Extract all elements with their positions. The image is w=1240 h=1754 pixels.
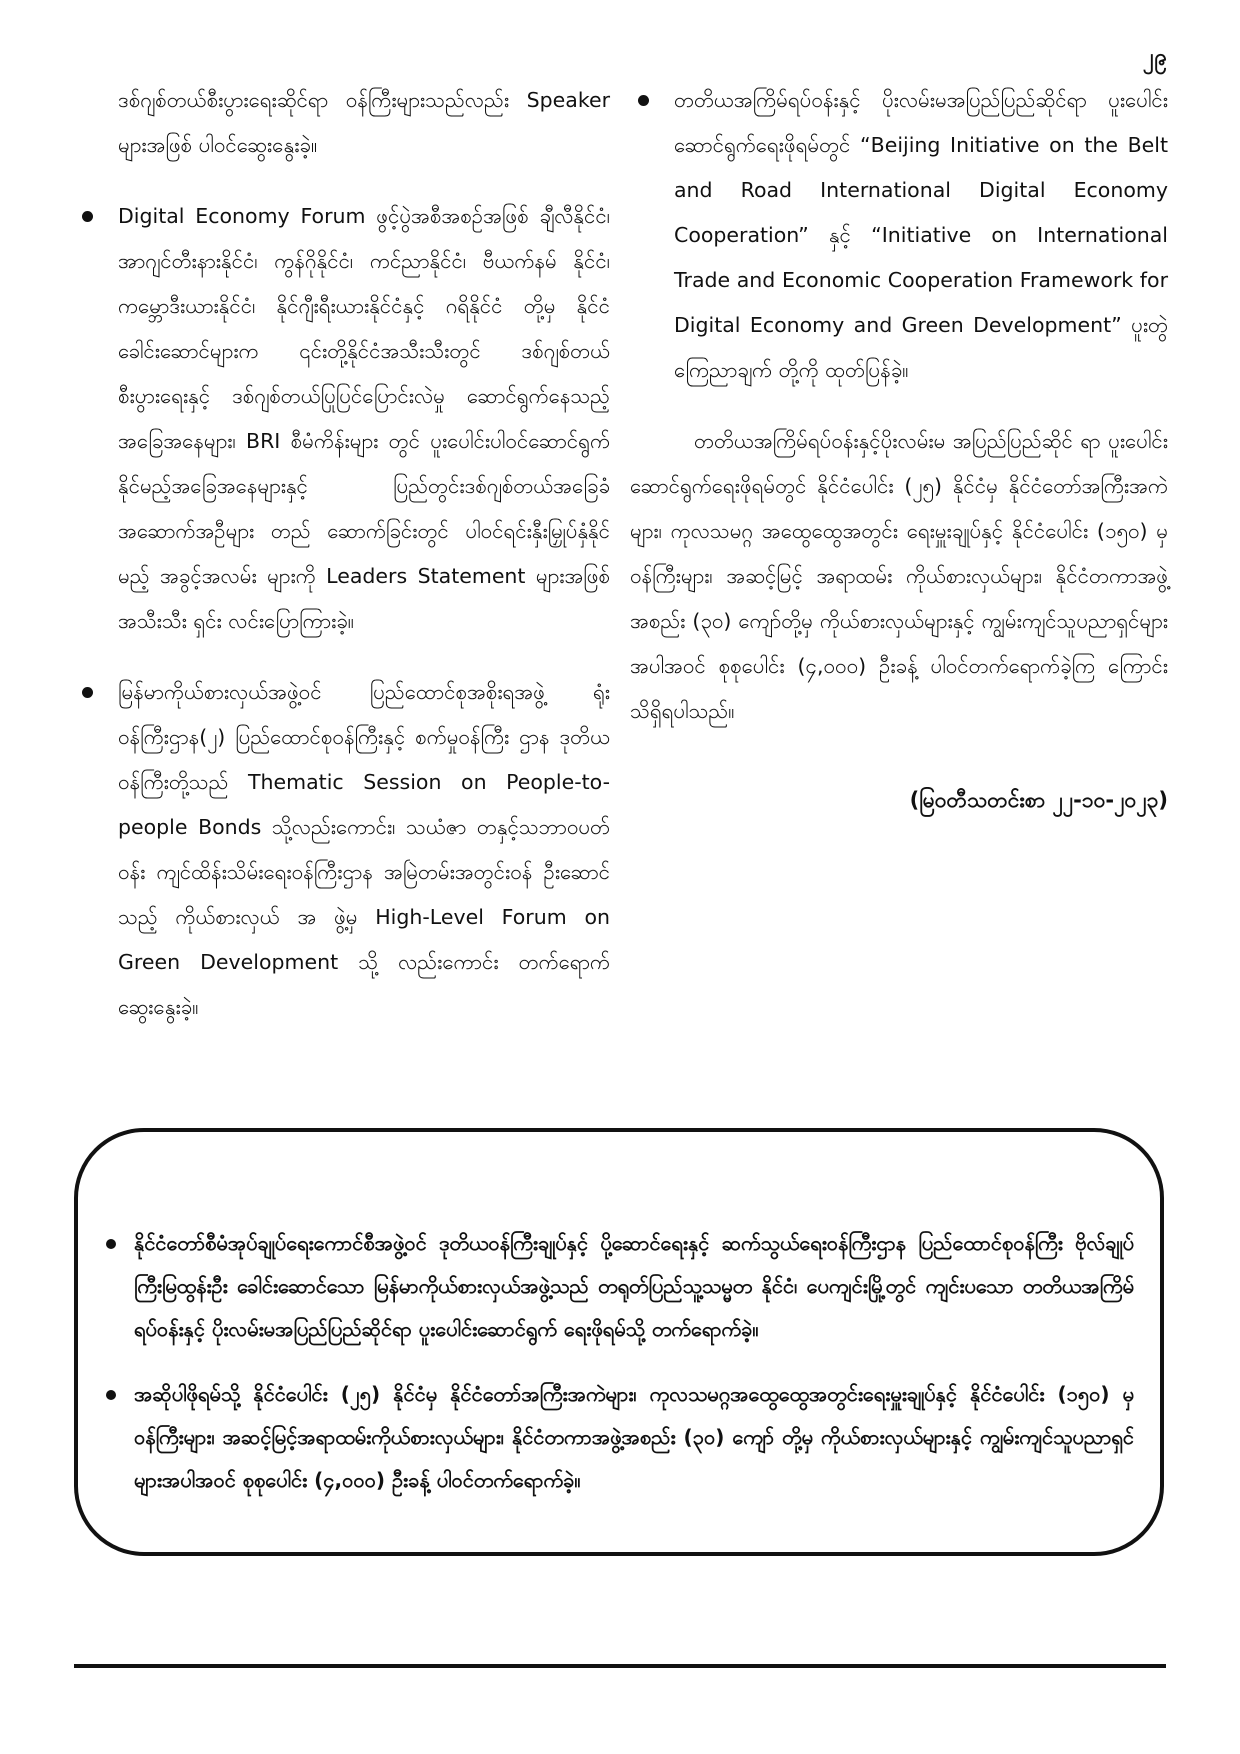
left-bullet-myanmar-delegation: မြန်မာကိုယ်စားလှယ်အဖွဲ့ဝင် ပြည်ထောင်စုအစိုးရအဖွဲ့ ရုံးဝန်ကြီးဌာန(၂) ပြည်ထောင်စုဝန်ကြီးနှင့် စက်မှုဝန်ကြီး ဌာန ဒုတိယဝန်ကြီးတို့သည် Thematic Session on People-to-people Bonds သို့လည်းကောင်း၊ သယံဇာ တနှင့်သဘာဝပတ်ဝန်း ကျင်ထိန်းသိမ်းရေးဝန်ကြီးဌာန အမြဲတမ်းအတွင်းဝန် ဦးဆောင်သည့် ကိုယ်စားလှယ် အ ဖွဲ့မှ High-Level Forum on Green Development သို့ လည်းကောင်း တက်ရောက်ဆွေးနွေးခဲ့။ — [118, 670, 610, 1030]
summary-box-item-delegation: နိုင်ငံတော်စီမံအုပ်ချုပ်ရေးကောင်စီအဖွဲ့ဝင် ဒုတိယဝန်ကြီးချုပ်နှင့် ပို့ဆောင်ရေးနှင့် ဆက်သွယ်ရေးဝန်ကြီးဌာန ပြည်ထောင်စုဝန်ကြီး ဗိုလ်ချုပ်ကြီးမြထွန်းဦး ခေါင်းဆောင်သော မြန်မာကိုယ်စားလှယ်အဖွဲ့သည် တရုတ်ပြည်သူ့သမ္မတ နိုင်ငံ၊ ပေကျင်းမြို့တွင် ကျင်းပသော တတိယအကြိမ်ရပ်ဝန်းနှင့် ပိုးလမ်းမအပြည်ပြည်ဆိုင်ရာ ပူးပေါင်းဆောင်ရွက် ရေးဖိုရမ်သို့ တက်ရောက်ခဲ့။ — [134, 1222, 1134, 1351]
right-column — [630, 78, 1168, 823]
forum-participation-paragraph: တတိယအကြိမ်ရပ်ဝန်းနှင့်ပိုးလမ်းမ အပြည်ပြည်ဆိုင် ရာ ပူးပေါင်းဆောင်ရွက်ရေးဖိုရမ်တွင် နိုင်ငံပေါင်း (၂၅) နိုင်ငံမှ နိုင်ငံတော်အကြီးအကဲများ၊ ကုလသမဂ္ဂ အထွေထွေအတွင်း ရေးမှူးချုပ်နှင့် နိုင်ငံပေါင်း (၁၅၀) မှ ဝန်ကြီးများ၊ အဆင့်မြင့် အရာထမ်း ကိုယ်စားလှယ်များ၊ နိုင်ငံတကာအဖွဲ့အစည်း (၃၀) ကျော်တို့မှ ကိုယ်စားလှယ်များနှင့် ကျွမ်းကျင်သူပညာရှင်များ အပါအဝင် စုစုပေါင်း (၄,၀၀၀) ဦးခန့် ပါဝင်တက်ရောက်ခဲ့ကြ ကြောင်း သိရှိရပါသည်။ — [630, 429, 1168, 723]
right-bullet-beijing-initiative: တတိယအကြိမ်ရပ်ဝန်းနှင့် ပိုးလမ်းမအပြည်ပြည်ဆိုင်ရာ ပူးပေါင်းဆောင်ရွက်ရေးဖိုရမ်တွင် “Beijing Initiative on the Belt and Road International Digital Economy Cooperation” နှင့် “Initiative on International Trade and Economic Cooperation Framework for Digital Economy and Green Development” ပူးတွဲကြေညာချက် တို့ကို ထုတ်ပြန်ခဲ့။ — [674, 78, 1168, 393]
left-column — [118, 78, 610, 1056]
page-number: ၂၉ — [1142, 45, 1168, 70]
left-bullet-digital-economy-forum: Digital Economy Forum ဖွင့်ပွဲအစီအစဉ်အဖြစ် ချီလီနိုင်ငံ၊ အာဂျင်တီးနားနိုင်ငံ၊ ကွန်ဂိုနိုင်ငံ၊ ကင်ညာနိုင်ငံ၊ ဗီယက်နမ် နိုင်ငံ၊ ကမ္ဘောဒီးယားနိုင်ငံ၊ နိုင်ဂျီးရီးယားနိုင်ငံနှင့် ဂရိနိုင်ငံ တို့မှ နိုင်ငံခေါင်းဆောင်များက ၎င်းတို့နိုင်ငံအသီးသီးတွင် ဒစ်ဂျစ်တယ်စီးပွားရေးနှင့် ဒစ်ဂျစ်တယ်ပြုပြင်ပြောင်းလဲမှု ဆောင်ရွက်နေသည့် အခြေအနေများ၊ BRI စီမံကိန်းများ တွင် ပူးပေါင်းပါဝင်ဆောင်ရွက်နိုင်မည့်အခြေအနေများနှင့် ပြည်တွင်းဒစ်ဂျစ်တယ်အခြေခံအဆောက်အဦများ တည် ဆောက်ခြင်းတွင် ပါဝင်ရင်းနှီးမြှုပ်နှံနိုင်မည့် အခွင့်အလမ်း များကို Leaders Statement များအဖြစ် အသီးသီး ရှင်း လင်းပြောကြားခဲ့။ — [118, 194, 610, 644]
summary-box-list — [134, 1222, 1134, 1524]
footer-divider — [74, 1664, 1166, 1668]
news-source-citation: (မြဝတီသတင်းစာ ၂၂-၁၀-၂၀၂၃) — [909, 788, 1168, 812]
intro-continuation-paragraph: ဒစ်ဂျစ်တယ်စီးပွားရေးဆိုင်ရာ ဝန်ကြီးများသည်လည်း Speaker များအဖြစ် ပါဝင်ဆွေးနွေးခဲ့။ — [118, 88, 610, 157]
summary-box-item-participants: အဆိုပါဖိုရမ်သို့ နိုင်ငံပေါင်း (၂၅) နိုင်ငံမှ နိုင်ငံတော်အကြီးအကဲများ၊ ကုလသမဂ္ဂအထွေထွေအတွင်းရေးမှူးချုပ်နှင့် နိုင်ငံပေါင်း (၁၅၀) မှ ဝန်ကြီးများ၊ အဆင့်မြင့်အရာထမ်းကိုယ်စားလှယ်များ၊ နိုင်ငံတကာအဖွဲ့အစည်း (၃၀) ကျော် တို့မှ ကိုယ်စားလှယ်များနှင့် ကျွမ်းကျင်သူပညာရှင်များအပါအဝင် စုစုပေါင်း (၄,၀၀၀) ဦးခန့် ပါဝင်တက်ရောက်ခဲ့။ — [134, 1373, 1134, 1502]
